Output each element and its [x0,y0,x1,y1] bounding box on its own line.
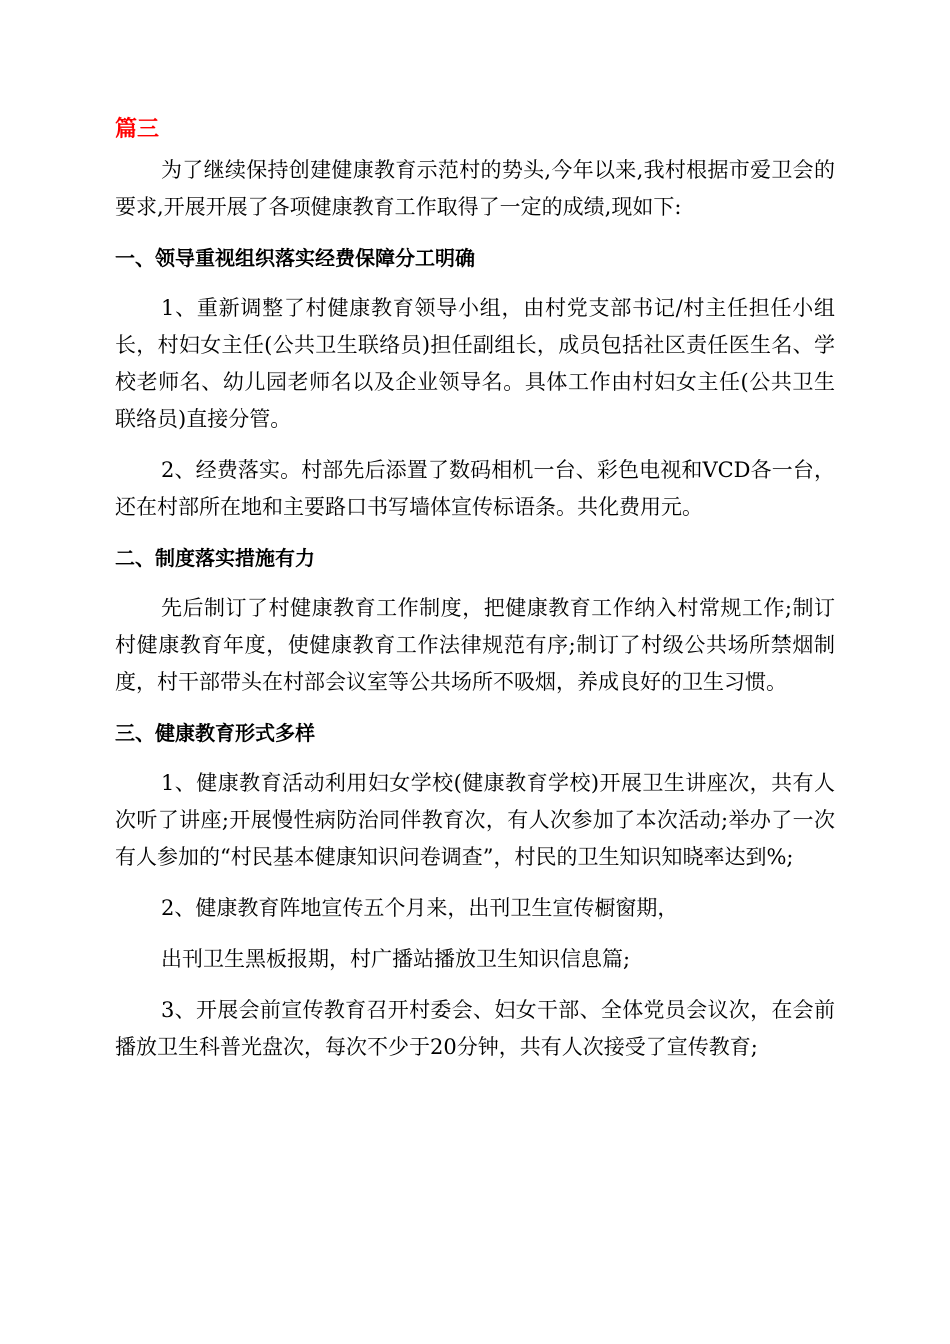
section1-paragraph-1: 1、重新调整了村健康教育领导小组，由村党支部书记/村主任担任小组长，村妇女主任(公共卫生联络员)担任副组长，成员包括社区责任医生名、学校老师名、幼儿园老师名以及企业领导名。具体工作由村妇女主任(公共卫生联络员)直接分管。 [115,296,835,431]
section3-paragraph-4: 3、开展会前宣传教育召开村委会、妇女干部、全体党员会议次，在会前播放卫生科普光盘次，每次不少于20分钟，共有人次接受了宣传教育; [115,998,835,1059]
section3-paragraph-2: 2、健康教育阵地宣传五个月来，出刊卫生宣传橱窗期， [161,896,679,920]
section2-paragraph-1: 先后制订了村健康教育工作制度，把健康教育工作纳入村常规工作;制订村健康教育年度，使健康教育工作法律规范有序;制订了村级公共场所禁烟制度，村干部带头在村部会议室等公共场所不吸烟，养成良好的卫生习惯。 [115,596,835,694]
section-heading-3: 三、健康教育形式多样 [115,721,315,745]
section3-paragraph-3: 出刊卫生黑板报期，村广播站播放卫生知识信息篇; [161,947,631,971]
section1-paragraph-2: 2、经费落实。村部先后添置了数码相机一台、彩色电视和VCD各一台，还在村部所在地和主要路口书写墙体宣传标语条。共化费用元。 [115,458,835,519]
document-title: 篇三 [115,117,160,142]
section3-paragraph-1: 1、健康教育活动利用妇女学校(健康教育学校)开展卫生讲座次，共有人次听了讲座;开展慢性病防治同伴教育次，有人次参加了本次活动;举办了一次有人参加的“村民基本健康知识问卷调查”，村民的卫生知识知晓率达到%; [115,771,835,869]
section-heading-1: 一、领导重视组织落实经费保障分工明确 [115,246,475,270]
document-body [115,112,835,1080]
section-heading-2: 二、制度落实措施有力 [115,546,315,570]
intro-paragraph: 为了继续保持创建健康教育示范村的势头,今年以来,我村根据市爱卫会的要求,开展开展了各项健康教育工作取得了一定的成绩,现如下: [115,158,835,219]
